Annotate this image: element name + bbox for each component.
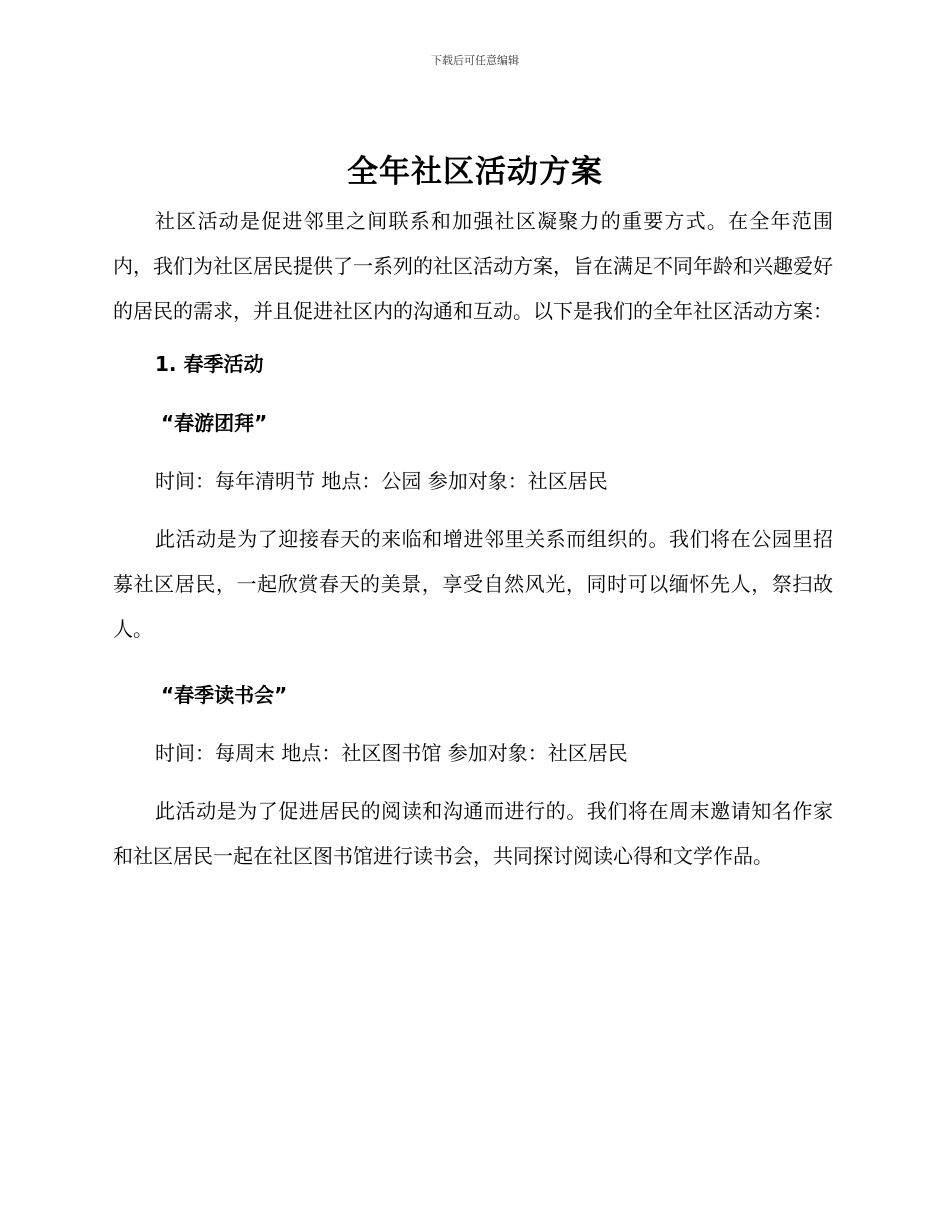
- activity-spring-outing: [113, 407, 833, 652]
- activity-spring-reading-club: [113, 679, 833, 879]
- activity-info: 时间：每周末 地点：社区图书馆 参加对象：社区居民: [155, 741, 628, 765]
- activity-info: 时间：每年清明节 地点：公园 参加对象：社区居民: [155, 469, 608, 493]
- document-title: 全年社区活动方案: [347, 154, 603, 190]
- intro-paragraph: 社区活动是促进邻里之间联系和加强社区凝聚力的重要方式。在全年范围内，我们为社区居民提供了一系列的社区活动方案，旨在满足不同年龄和兴趣爱好的居民的需求，并且促进社区内的沟通和互动。以下是我们的全年社区活动方案：: [113, 209, 833, 323]
- activity-title: “春季读书会”: [161, 683, 288, 707]
- activity-description: 此活动是为了迎接春天的来临和增进邻里关系而组织的。我们将在公园里招募社区居民，一起欣赏春天的美景，享受自然风光，同时可以缅怀先人，祭扫故人。: [113, 527, 833, 641]
- activity-description: 此活动是为了促进居民的阅读和沟通而进行的。我们将在周末邀请知名作家和社区居民一起在社区图书馆进行读书会，共同探讨阅读心得和文学作品。: [113, 799, 833, 868]
- section-heading-spring: 1. 春季活动: [155, 352, 264, 376]
- page-header: 下载后可任意编辑: [431, 54, 519, 67]
- activity-title: “春游团拜”: [161, 411, 268, 435]
- document-body: [113, 199, 833, 879]
